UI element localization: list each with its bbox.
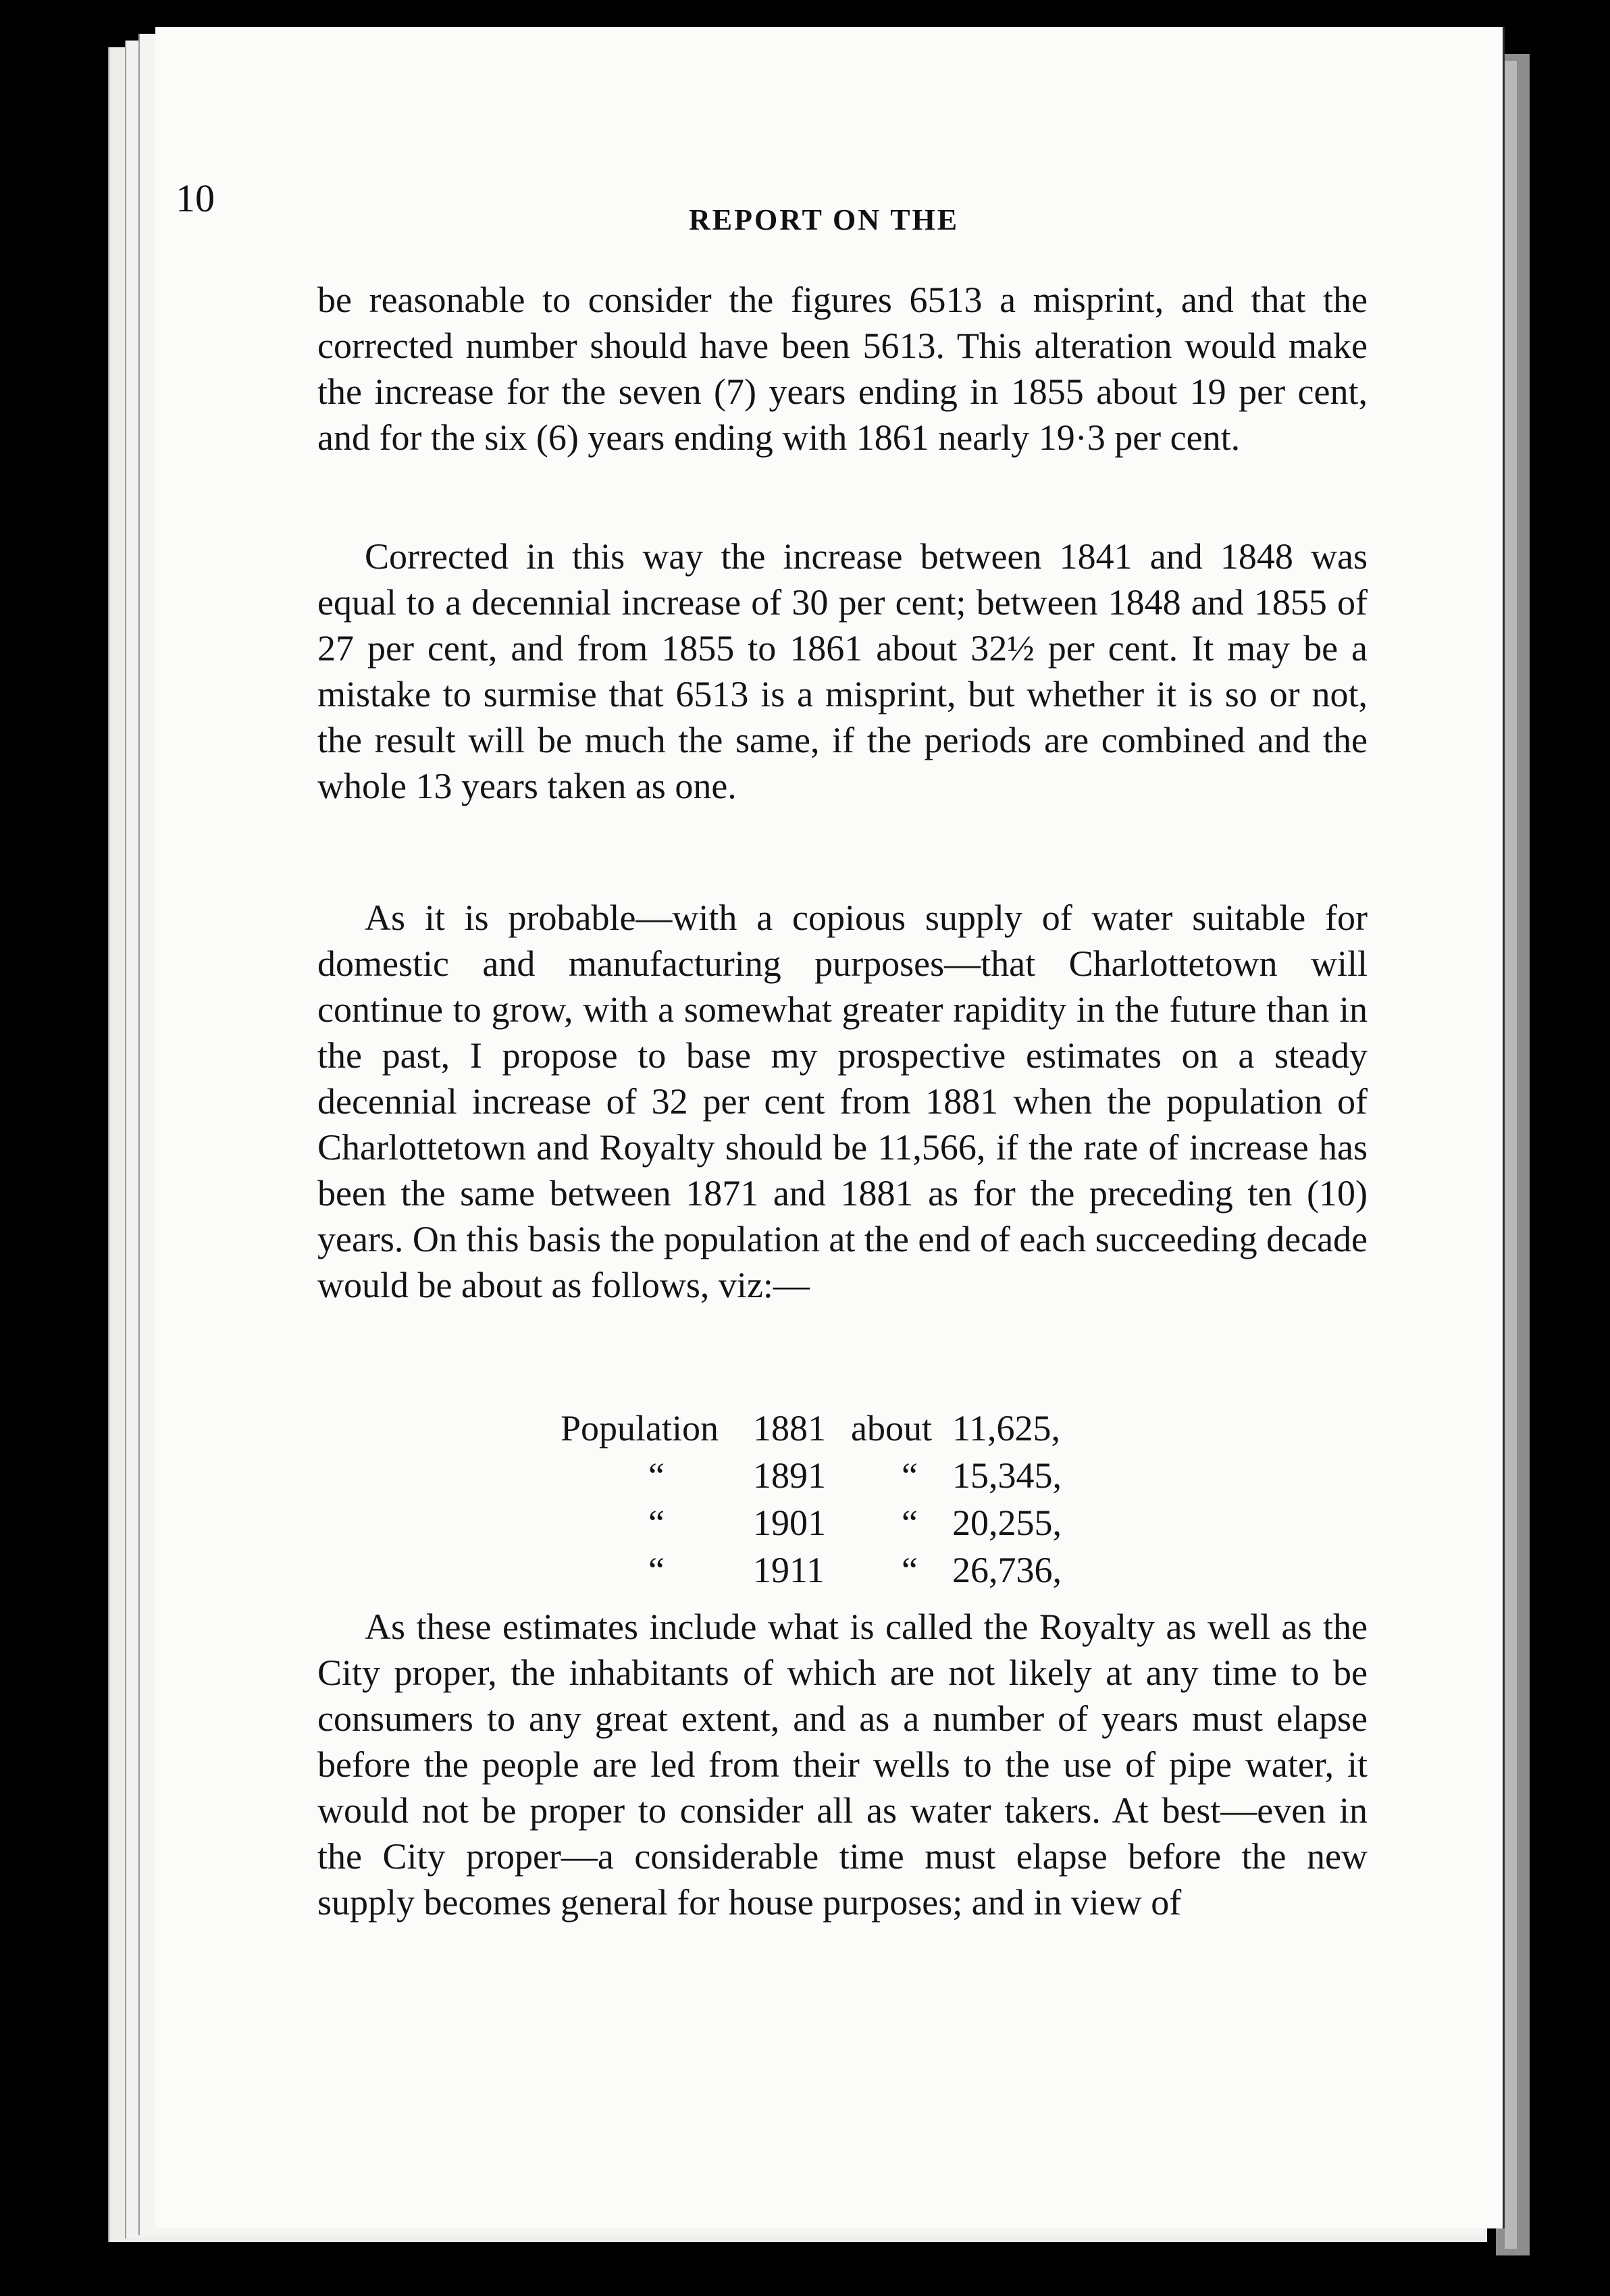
row-year: 1911 (753, 1550, 825, 1590)
population-row (561, 1499, 1303, 1546)
row-value: 20,255, (952, 1503, 1062, 1543)
row-about: about (851, 1408, 932, 1449)
row-about-ditto: “ (902, 1550, 918, 1590)
row-about-ditto: “ (902, 1455, 918, 1496)
row-label-ditto: “ (648, 1455, 665, 1496)
row-label-ditto: “ (648, 1550, 665, 1590)
row-year: 1881 (753, 1408, 826, 1449)
population-row (561, 1546, 1303, 1594)
paragraph-1: be reasonable to consider the figures 6513 a misprint, and that the corrected number should have been 5613. This alteration would make the increase for the seven (7) years ending in 1855 about 19 per cent, and for the six (6) years ending with 1861 nearly 19·3 per cent. (317, 280, 1368, 458)
page-number: 10 (176, 176, 215, 220)
paragraph-3: As it is probable—with a copious supply of water suitable for domestic and manufacturing purposes—that Charlottetown will continue to grow, with a somewhat greater rapidity in the future than in the past, I propose to base my prospective estimates on a steady decennial increase of 32 per cent from 1881 when the population of Charlottetown and Royalty should be 11,566, if the rate of increase has been the same between 1871 and 1881 as for the preceding ten (10) years. On this basis the population at the end of each succeeding decade would be about as follows, viz:— (317, 897, 1368, 1305)
row-year: 1891 (753, 1455, 826, 1496)
paragraph-2: Corrected in this way the increase between 1841 and 1848 was equal to a decennial increase of 30 per cent; between 1848 and 1855 of 27 per cent, and from 1855 to 1861 about 32½ per cent. It may be a mistake to surmise that 6513 is a misprint, but whether it is so or not, the result will be much the same, if the periods are combined and the whole 13 years taken as one. (317, 536, 1368, 806)
row-value: 11,625, (952, 1408, 1060, 1449)
row-value: 26,736, (952, 1550, 1062, 1590)
row-about-ditto: “ (902, 1503, 918, 1543)
facing-page-edge-inner (1505, 61, 1517, 2249)
row-year: 1901 (753, 1503, 826, 1543)
row-label: Population (561, 1408, 719, 1449)
population-table (561, 1405, 1303, 1594)
paragraph-4: As these estimates include what is called the Royalty as well as the City proper, the inhabitants of which are not likely at any time to be consumers to any great extent, and as a number of years must elapse before the people are led from their wells to the use of pipe water, it would not be proper to consider all as water takers. At best—even in the City proper—a considerable time must elapse before the new supply becomes general for house purposes; and in view of (317, 1607, 1368, 1923)
row-label-ditto: “ (648, 1503, 665, 1543)
population-row (561, 1452, 1303, 1499)
population-row (561, 1405, 1303, 1452)
running-head: REPORT ON THE (689, 203, 960, 236)
row-value: 15,345, (952, 1455, 1062, 1496)
